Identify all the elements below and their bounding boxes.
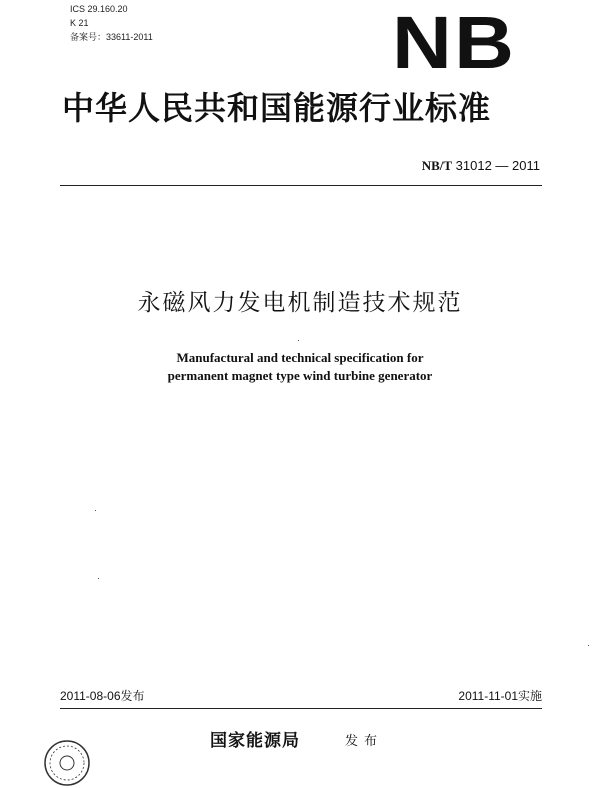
standard-prefix: NB/T: [421, 158, 453, 173]
issuer-name: 国家能源局: [210, 731, 300, 751]
scan-speck: [95, 510, 96, 511]
class-code: K 21: [70, 18, 89, 28]
scan-speck: [98, 578, 99, 579]
nb-logo: NB: [392, 1, 517, 84]
chinese-title: 永磁风力发电机制造技术规范: [137, 290, 463, 316]
scan-speck: [298, 340, 299, 341]
classification-block: [70, 2, 153, 44]
english-title: [0, 349, 600, 385]
org-title: 中华人民共和国能源行业标准: [62, 89, 492, 127]
bottom-divider: [60, 708, 542, 709]
ics-code: ICS 29.160.20: [70, 4, 128, 14]
issue-label: 发布: [345, 734, 384, 749]
issue-date: 2011-08-06发布: [60, 689, 145, 703]
seal-icon: [42, 738, 92, 788]
standard-code: 31012 — 2011: [455, 158, 540, 173]
english-title-line-1: Manufactural and technical specification for: [176, 350, 424, 365]
top-divider: [60, 185, 542, 186]
standard-number: [422, 158, 540, 174]
record-number: 备案号：33611-2011: [70, 32, 153, 42]
english-title-line-2: permanent magnet type wind turbine generator: [167, 368, 433, 383]
scan-speck: [588, 645, 589, 646]
implementation-date: 2011-11-01实施: [458, 689, 542, 703]
